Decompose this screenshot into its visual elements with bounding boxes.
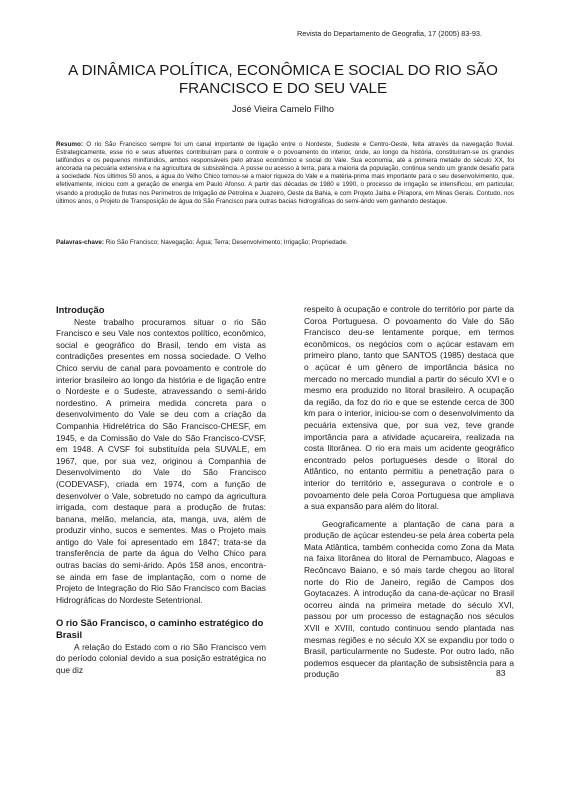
keywords — [56, 239, 514, 247]
keywords-text: Rio São Francisco; Navegação; Água; Terra; Desenvolvimento; Irrigação; Propriedade. — [105, 239, 348, 246]
keywords-label: Palavras-chave: — [56, 239, 104, 246]
paper-title: A DINÂMICA POLÍTICA, ECONÔMICA E SOCIAL DO RIO SÃO FRANCISCO E DO SEU VALE — [68, 62, 498, 97]
right-column — [304, 304, 514, 681]
abstract — [56, 141, 514, 206]
geography-paragraph: Geograficamente a plantação de cana para a produção de açúcar estendeu-se pela área coberta pela Mata Atlântica, também conhecida como Zona da Mata na faixa litorânea do litoral de Pernambuco, Alagoas e Recôncavo Baiano, e só mais tarde chegou ao litoral norte do Rio de Janeiro, região de Campos dos Goytacazes. A introdução da cana-de-açúcar no Brasil ocorreu ainda na primeira metade do século XVI, passou por um processo de estagnação nos séculos XVII e XVIII, contudo continuou sendo plantada nas mesmas regiões e no século XX se expandiu por todo o Brasil, particularmente no Sudeste. Por outro lado, não podemos esquecer da plantação de subsistência para a produção — [304, 518, 514, 680]
page-number: 83 — [496, 668, 506, 678]
left-column — [56, 304, 266, 676]
intro-paragraph: Neste trabalho procuramos situar o rio São Francisco e seu Vale nos contextos político, econômico, social e geográfico do Brasil, tendo em vista as contradições presentes em nossa sociedade. O Velho Chico serviu de canal para povoamento e controle do interior brasileiro ao longo da história e de ligação entre o Nordeste e o Sudeste, atravessando o semi-árido nordestino. A primeira medida concreta para o desenvolvimento do Vale se deu com a criação da Companhia Hidrelétrica do São Francisco-CHESF, em 1945, e da Comissão do Vale do São Francisco-CVSF, em 1948. A CVSF foi substituída pela SUVALE, em 1967, que, por sua vez, originou a Companhia de Desenvolvimento do Vale do São Francisco (CODEVASF), criada em 1974, com a função de desenvolver o Vale, sobretudo no campo da agricultura irrigada, com destaque para a produção de frutas: banana, melão, melancia, ata, manga, uva, além de produzir vinho, sucos e sementes. Mas o Projeto mais antigo do Vale foi apresentado em 1847; trata-se da transferência de parte da água do Velho Chico para outras bacias do semi-árido. Após 158 anos, encontra-se ainda em fase de implantação, com o nome de Projeto de Integração do Rio São Francisco com Bacias Hidrográficas do Nordeste Setentrional. — [56, 316, 266, 605]
author-name: José Vieira Camelo Filho — [232, 104, 334, 114]
section-heading-introduction: Introdução — [56, 304, 105, 315]
section2-paragraph: A relação do Estado com o rio São Francisco vem do período colonial devido a sua posição estratégica no que diz — [56, 641, 266, 675]
section-heading-strategic-path: O rio São Francisco, o caminho estratégico do Brasil — [56, 617, 264, 641]
journal-citation: Revista do Departamento de Geografia, 17 (2005) 83-93. — [297, 29, 482, 38]
abstract-label: Resumo: — [56, 141, 83, 148]
abstract-text: O rio São Francisco sempre foi um canal importante de ligação entre o Nordeste, Sudeste e Centro-Oeste, feita através da navegação fluvial. Estrategicamente, esse rio e seus afluentes contribuíram para o controle e o povoamento do interior, onde, ao longo da história, constituíram-se os grandes latifúndios e os pequenos minifúndios, ambos responsáveis pelo atraso econômico e social do Vale. Sua economia, até a primeira metade do século XX, foi ancorada na pecuária extensiva e na agricultura de subsistência. A posse ou acesso à terra, para a maioria da população, continua sendo um grande desafio para a sociedade. Nos últimos 50 anos, a água do Velho Chico tornou-se a maior riqueza do Vale e a matéria-prima mais importante para o seu desenvolvimento, que, efetivamente, iniciou com a geração de energia em Paulo Afonso. A partir das décadas de 1980 e 1990, o processo de irrigação se intensificou, em particular, visando a produção de frutas nos Perímetros de Irrigação de Petrolina e Juazeiro, Oeste da Bahia, e com Projeto Jaíba e Pirapora, em Minas Gerais. Contudo, nos últimos anos, o Projeto de Transposição de água do São Francisco para outras bacias hidrográficas do semi-árido vem ganhando destaque. — [56, 141, 514, 205]
continuation-paragraph: respeito à ocupação e controle do território por parte da Coroa Portuguesa. O povoamento do Vale do São Francisco deu-se lentamente porque, em termos econômicos, os negócios com o açúcar estavam em primeiro plano, tanto que SANTOS (1985) destaca que o açúcar é um gênero de importância básica no mercado no mercado mundial a partir do século XVI e o mesmo era produzido no litoral brasileiro. A ocupação da região, da foz do rio e que se estende cerca de 300 km para o interior, iniciou-se com o desenvolvimento da pecuária extensiva que, por sua vez, teve grande importância para a atividade açucareira, realizada na costa litorânea. O rio era mais um acidente geográfico encontrado pelos portugueses desde o litoral do Atlântico, no entanto permitiu a penetração para o interior do território e, assegurava o controle e o povoamento dele pela Coroa Portuguesa que ampliava a sua expansão para além do litoral. — [304, 304, 514, 512]
